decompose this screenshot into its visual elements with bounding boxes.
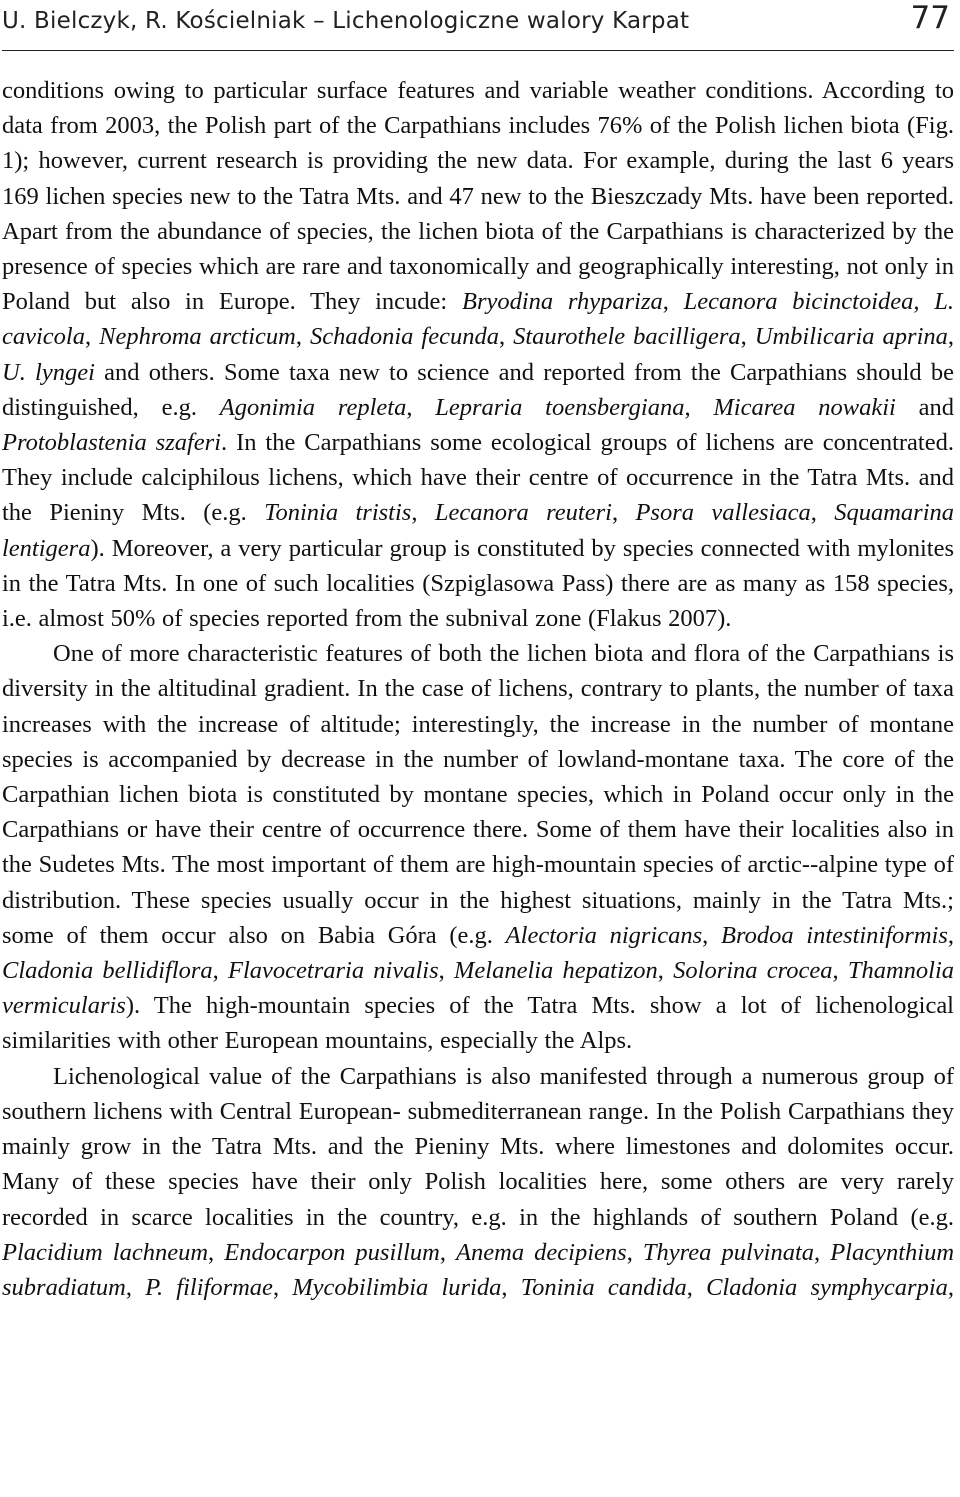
text-run: ,	[947, 1273, 955, 1301]
text-run: ,	[810, 499, 835, 527]
running-header	[2, 0, 954, 51]
text-run: ,	[686, 1273, 707, 1301]
text-run: ,	[947, 921, 954, 949]
text-run: ,	[295, 323, 310, 351]
text-run: ,	[212, 957, 229, 985]
text-run: ,	[814, 1238, 831, 1266]
species-name: Schadonia fecunda	[309, 323, 499, 351]
species-name: Cladonia bellidiflora	[2, 957, 213, 985]
species-name: Solorina crocea	[673, 957, 833, 985]
species-name: Bryodina rhypariza	[461, 288, 663, 316]
species-name: Umbilicaria aprina	[754, 323, 948, 351]
species-name: Cladonia symphycarpia	[706, 1273, 948, 1301]
text-run: ,	[85, 323, 100, 351]
species-name: Staurothele bacilligera	[513, 323, 741, 351]
text-run: ,	[411, 499, 435, 527]
page-number: 77	[910, 0, 950, 36]
text-run: ,	[439, 1238, 457, 1266]
text-run: ). The high-mountain species of the Tatra Mts. show a lot of lichenological similarities with other European mountains, especially the Alps.	[2, 992, 954, 1055]
text-run: ,	[611, 499, 636, 527]
text-run: ,	[406, 393, 436, 421]
text-run: and	[895, 393, 955, 421]
species-name: Endocarpon pusillum	[224, 1238, 440, 1266]
text-run: ,	[208, 1238, 225, 1266]
body-text	[2, 73, 954, 1305]
species-name: Lecanora bicinctoidea, L. cavicola	[2, 288, 955, 351]
species-name: Nephroma arcticum	[99, 323, 296, 351]
species-name: Lepraria toensbergiana	[435, 393, 685, 421]
species-name: Placidium lachneum	[2, 1238, 209, 1266]
text-run: ,	[947, 323, 955, 351]
species-name: Brodoa intestiniformis	[720, 921, 948, 949]
species-name: Squamarina lentigera	[2, 499, 955, 562]
species-name: U. lyngei	[2, 358, 95, 386]
species-name: Psora vallesiaca	[635, 499, 811, 527]
text-run: ,	[125, 1273, 146, 1301]
text-run: ,	[684, 393, 714, 421]
species-name: Toninia candida	[520, 1273, 687, 1301]
text-run: ,	[501, 1273, 521, 1301]
species-name: P. filiformae	[145, 1273, 273, 1301]
text-run: ,	[740, 323, 755, 351]
text-run: ,	[626, 1238, 643, 1266]
species-name: Thamnolia vermicularis	[2, 957, 955, 1020]
species-name: Protoblastenia szaferi	[2, 429, 222, 457]
species-name: Flavocetraria nivalis	[228, 957, 439, 985]
text-run: ,	[272, 1273, 293, 1301]
text-run: ,	[438, 957, 454, 985]
text-run: ,	[662, 288, 684, 316]
species-name: Agonimia repleta	[219, 393, 407, 421]
species-name: Toninia tristis	[264, 499, 412, 527]
text-run: Lichenological value of the Carpathians is also manifested through a numerous group of southern lichens with Central European- submediterranean range. In the Polish Carpathians they mainly grow in the Tatra Mts. and the Pieniny Mts. where limestones and dolomites occur. Many of these species have their only Polish localities here, some others are very rarely recorded in scarce localities in the country, e.g. in the highlands of southern Poland (e.g.	[2, 1062, 954, 1231]
text-run: and others. Some taxa new to science and reported from the Carpathians should be distinguished, e.g.	[2, 358, 954, 421]
species-name: Lecanora reuteri	[434, 499, 612, 527]
text-run: conditions owing to particular surface features and variable weather conditions. According to data from 2003, the Polish part of the Carpathians includes 76% of the Polish lichen biota (Fig. 1); however, current research is providing the new data. For example, during the last 6 years 169 lichen species new to the Tatra Mts. and 47 new to the Bieszczady Mts. have been reported. Apart from the abundance of species, the lichen biota of the Carpathians is characterized by the presence of species which are rare and taxonomically and geographically interesting, not only in Poland but also in Europe. They incude:	[2, 77, 954, 316]
text-run: ,	[832, 957, 848, 985]
species-name: Anema decipiens	[456, 1238, 627, 1266]
species-name: Mycobilimbia lurida	[292, 1273, 502, 1301]
text-run: ). Moreover, a very particular group is constituted by species connected with mylonites in the Tatra Mts. In one of such localities (Szpiglasowa Pass) there are as many as 158 species, i.e. almost 50% of species reported from the subnival zone (Flakus 2007).	[2, 534, 954, 633]
species-name: Melanelia hepatizon	[453, 957, 658, 985]
text-run: ,	[498, 323, 514, 351]
species-name: Thyrea pulvinata	[642, 1238, 815, 1266]
paragraph	[2, 636, 954, 1058]
text-run: ,	[657, 957, 674, 985]
text-run: One of more characteristic features of both the lichen biota and flora of the Carpathians is diversity in the altitudinal gradient. In the case of lichens, contrary to plants, the number of taxa increases with the increase of altitude; interestingly, the increase in the number of montane species is accompanied by decrease in the number of lowland-montane taxa. The core of the Carpathian lichen biota is constituted by montane species, which in Poland occur only in the Carpathians or have their centre of occurrence there. Some of them have their localities also in the Sudetes Mts. The most important of them are high-mountain species of arctic--alpine type of distribution. These species usually occur in the highest situations, mainly in the Tatra Mts.; some of them occur also on Babia Góra (e.g.	[2, 640, 954, 949]
running-title: U. Bielczyk, R. Kościelniak – Lichenologiczne walory Karpat	[2, 8, 690, 34]
paragraph	[2, 73, 954, 636]
paragraph	[2, 1059, 954, 1305]
species-name: Alectoria nigricans	[505, 921, 703, 949]
text-run: . In the Carpathians some ecological groups of lichens are concentrated. They include calciphilous lichens, which have their centre of occurrence in the Tatra Mts. and the Pieniny Mts. (e.g.	[2, 429, 954, 527]
species-name: Micarea nowakii	[713, 393, 896, 421]
text-run: ,	[702, 921, 721, 949]
species-name: Placynthium subradiatum	[2, 1238, 955, 1301]
